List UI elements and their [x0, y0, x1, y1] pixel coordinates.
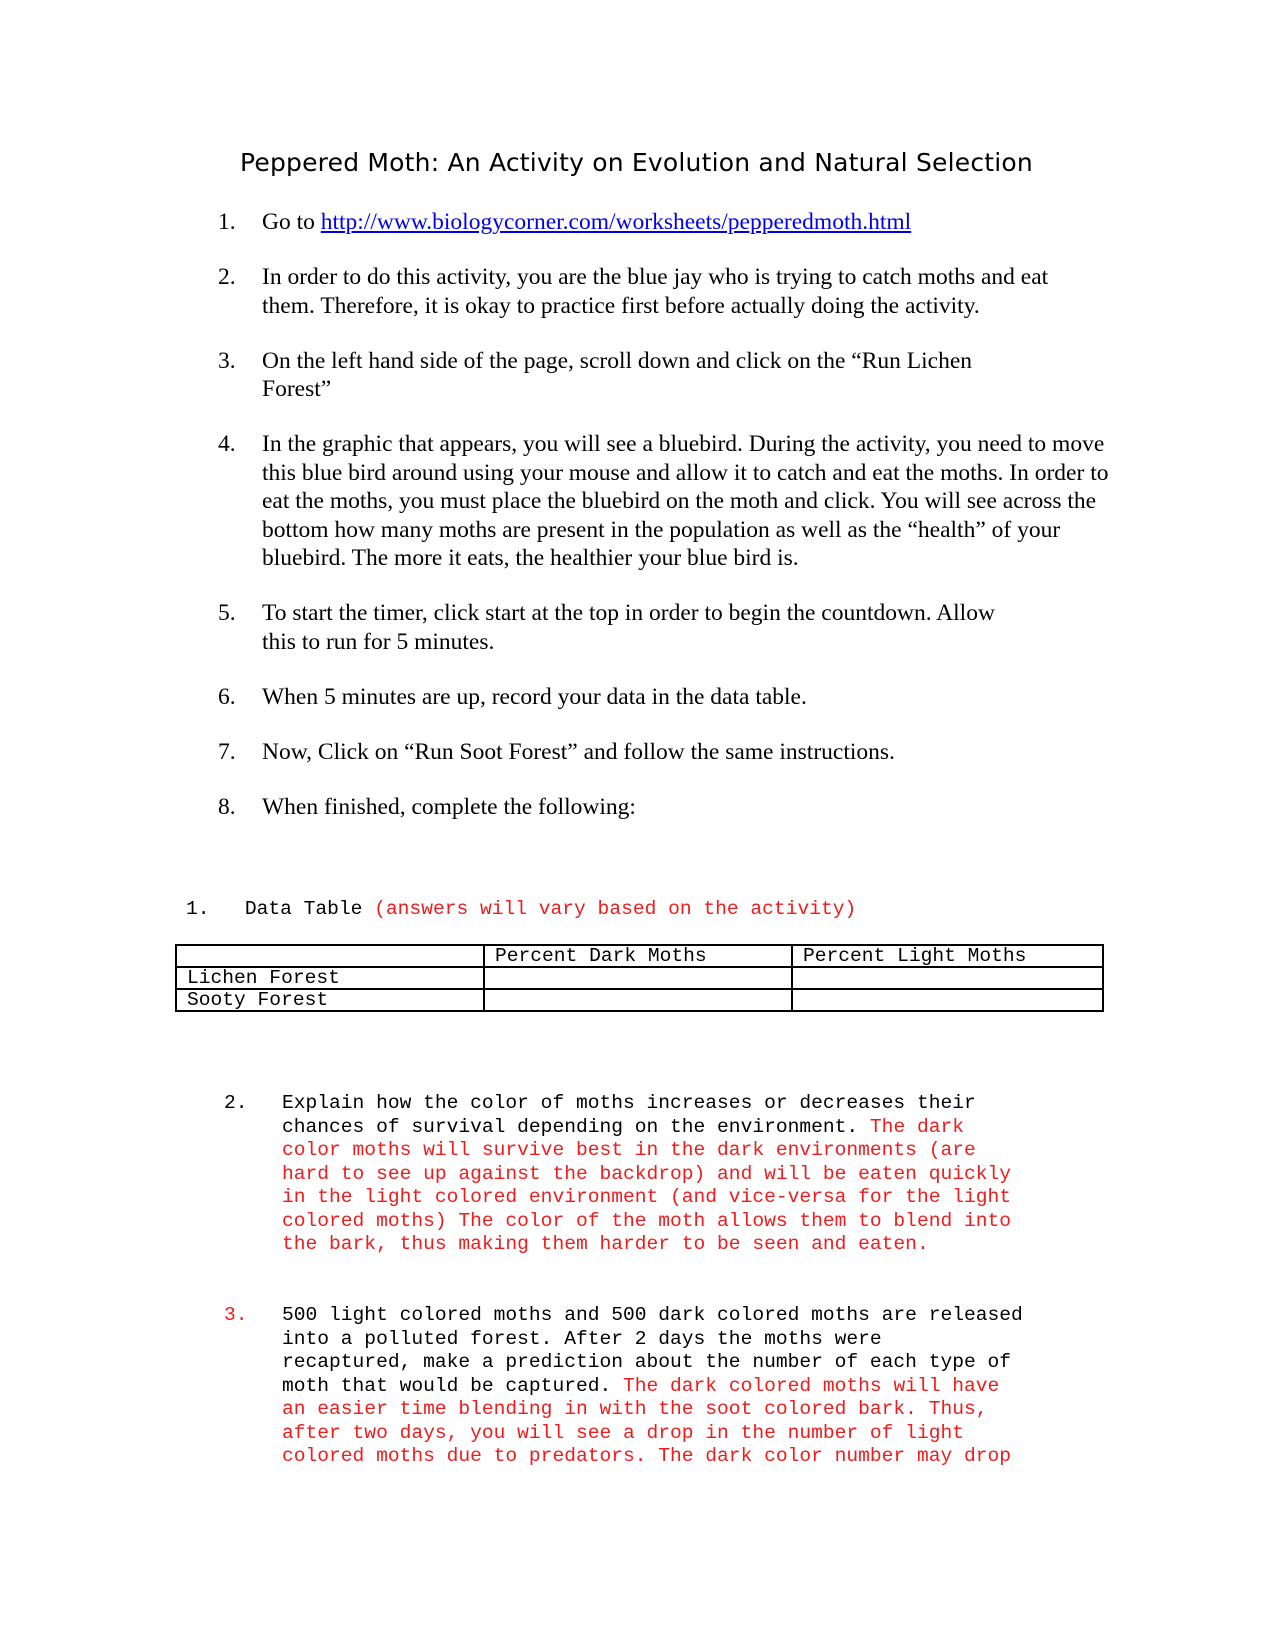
step-number: 6. — [218, 683, 236, 710]
step-number: 1. — [218, 209, 236, 235]
data-table-number: 1. — [186, 898, 210, 920]
data-table-heading — [186, 898, 856, 920]
answer-note: (answers will vary based on the activity) — [374, 898, 857, 920]
question-number: 3. — [224, 1304, 248, 1326]
table-cell[interactable] — [484, 989, 792, 1011]
step-number: 4. — [218, 431, 236, 457]
step-number: 2. — [218, 264, 236, 290]
instruction-step-8 — [218, 793, 1098, 822]
instruction-step-2 — [218, 263, 1098, 320]
table-row-label: Lichen Forest — [176, 967, 484, 989]
instruction-step-3 — [218, 347, 1098, 404]
instruction-step-1 — [218, 208, 1098, 237]
biologycorner-link[interactable]: http://www.biologycorner.com/worksheets/pepperedmoth.html — [320, 209, 912, 235]
question-number: 2. — [224, 1092, 248, 1114]
question-text: 500 light colored moths and 500 dark colored moths are released into a polluted forest. After 2 days the moths were recaptured, make a prediction about the number of each type of moth that would be captured. — [282, 1304, 1023, 1397]
data-table — [175, 944, 1104, 1012]
step-number: 8. — [218, 793, 236, 820]
step-text: In order to do this activity, you are the blue jay who is trying to catch moths and eat them. Therefore, it is okay to practice first before actually doing the activity. — [262, 264, 1049, 319]
table-row — [176, 989, 1103, 1011]
table-header-row — [176, 945, 1103, 967]
data-table-label: Data Table — [244, 898, 375, 920]
step-text: Now, Click on “Run Soot Forest” and follow the same instructions. — [262, 738, 895, 765]
step-number: 7. — [218, 738, 236, 765]
step-text: In the graphic that appears, you will see a bluebird. During the activity, you need to move this blue bird around using your mouse and allow it to catch and eat the moths. In order to eat the moths, you must place the bluebird on the moth and click. You will see across the bottom how many moths are present in the population as well as the “health” of your bluebird. The more it eats, the healthier your blue bird is. — [262, 431, 1109, 571]
step-text: On the left hand side of the page, scroll down and click on the “Run Lichen Forest” — [262, 347, 973, 402]
instruction-step-4 — [218, 430, 1109, 573]
table-cell[interactable] — [484, 967, 792, 989]
step-text: Go to — [262, 209, 321, 235]
table-cell[interactable] — [792, 967, 1103, 989]
question-3 — [224, 1304, 1124, 1469]
table-header-cell: Percent Light Moths — [792, 945, 1103, 967]
step-text: To start the timer, click start at the top in order to begin the countdown. Allow this to run for 5 minutes. — [262, 600, 995, 655]
question-text: Explain how the color of moths increases or decreases their chances of survival depending on the environment. — [282, 1092, 976, 1138]
instruction-step-6 — [218, 683, 1098, 712]
answer-text: The dark colored moths will have an easier time blending in with the soot colored bark. Thus, after two days, you will see a drop in the number of light colored moths due to predators. The dark color number may drop — [282, 1374, 1012, 1467]
table-header-cell — [176, 945, 484, 967]
table-cell[interactable] — [792, 989, 1103, 1011]
step-text: When 5 minutes are up, record your data in the data table. — [262, 683, 807, 710]
step-text: When finished, complete the following: — [262, 793, 636, 820]
instruction-step-5 — [218, 599, 1098, 656]
table-row-label: Sooty Forest — [176, 989, 484, 1011]
step-number: 3. — [218, 347, 236, 374]
answer-text: The dark color moths will survive best in the dark environments (are hard to see up against the backdrop) and will be eaten quickly in the light colored environment (and vice-versa for the light colored moths) The color of the moth allows them to blend into the bark, thus making them harder to be seen and eaten. — [282, 1115, 1012, 1255]
question-2 — [224, 1092, 1124, 1257]
instruction-step-7 — [218, 738, 1098, 767]
table-row — [176, 967, 1103, 989]
table-header-cell: Percent Dark Moths — [484, 945, 792, 967]
worksheet-title: Peppered Moth: An Activity on Evolution and Natural Selection — [240, 148, 1033, 177]
instruction-list — [218, 208, 1109, 848]
step-number: 5. — [218, 600, 236, 626]
